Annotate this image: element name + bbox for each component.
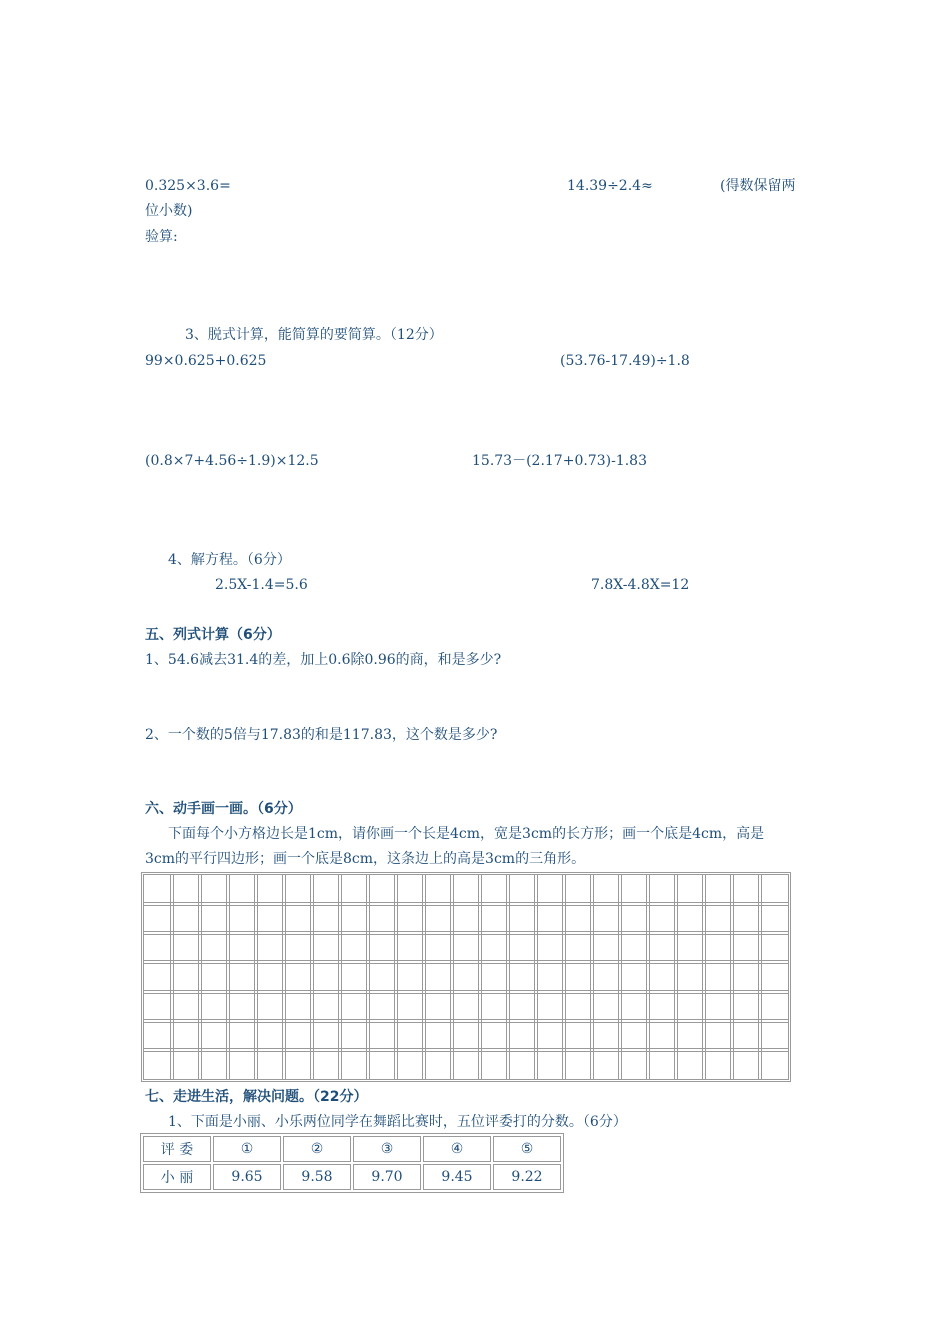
q2-note-b: 位小数) (145, 203, 193, 219)
drawing-grid[interactable] (141, 872, 791, 1082)
grid-lines (144, 875, 788, 1079)
table-cell: 9.22 (493, 1164, 561, 1190)
table-cell: 9.65 (213, 1164, 281, 1190)
q2-note-a: (得数保留两 (720, 178, 796, 194)
q3-expr-4: 15.73－(2.17+0.73)-1.83 (472, 453, 647, 469)
table-cell: 9.58 (283, 1164, 351, 1190)
table-cell: ⑤ (493, 1136, 561, 1162)
q4-eq-1: 2.5X-1.4=5.6 (215, 577, 308, 593)
table-cell: 评 委 (143, 1136, 211, 1162)
table-cell: ① (213, 1136, 281, 1162)
q4-title: 4、解方程。（6分） (168, 552, 291, 568)
table-cell: ③ (353, 1136, 421, 1162)
table-cell: 小 丽 (143, 1164, 211, 1190)
section7-question-1: 1、下面是小丽、小乐两位同学在舞蹈比赛时，五位评委打的分数。（6分） (168, 1114, 627, 1130)
table-header-row (143, 1136, 561, 1162)
q3-title: 3、脱式计算，能简算的要简算。（12分） (185, 327, 443, 343)
section6-heading: 六、动手画一画。（6分） (145, 801, 302, 817)
section5-problem-1: 1、54.6减去31.4的差，加上0.6除0.96的商，和是多少? (145, 652, 502, 668)
q3-expr-3: (0.8×7+4.56÷1.9)×12.5 (145, 453, 319, 469)
table-cell: 9.70 (353, 1164, 421, 1190)
section5-heading: 五、列式计算（6分） (145, 627, 281, 643)
score-table (140, 1133, 564, 1193)
q3-expr-1: 99×0.625+0.625 (145, 353, 267, 369)
section6-line-2: 3cm的平行四边形；画一个底是8cm，这条边上的高是3cm的三角形。 (145, 851, 586, 867)
table-cell: 9.45 (423, 1164, 491, 1190)
table-cell: ② (283, 1136, 351, 1162)
q4-eq-2: 7.8X-4.8X=12 (591, 577, 690, 593)
table-row (143, 1164, 561, 1190)
section5-problem-2: 2、一个数的5倍与17.83的和是117.83，这个数是多少? (145, 727, 498, 743)
section6-line-1: 下面每个小方格边长是1cm，请你画一个长是4cm，宽是3cm的长方形；画一个底是4cm，高是 (168, 826, 765, 842)
q2-expr-b: 14.39÷2.4≈ (567, 178, 653, 194)
table-cell: ④ (423, 1136, 491, 1162)
q3-expr-2: (53.76-17.49)÷1.8 (560, 353, 690, 369)
q2-check-label: 验算: (145, 229, 178, 245)
q2-expr-a: 0.325×3.6= (145, 178, 231, 194)
section7-heading: 七、走进生活，解决问题。（22分） (145, 1089, 368, 1105)
